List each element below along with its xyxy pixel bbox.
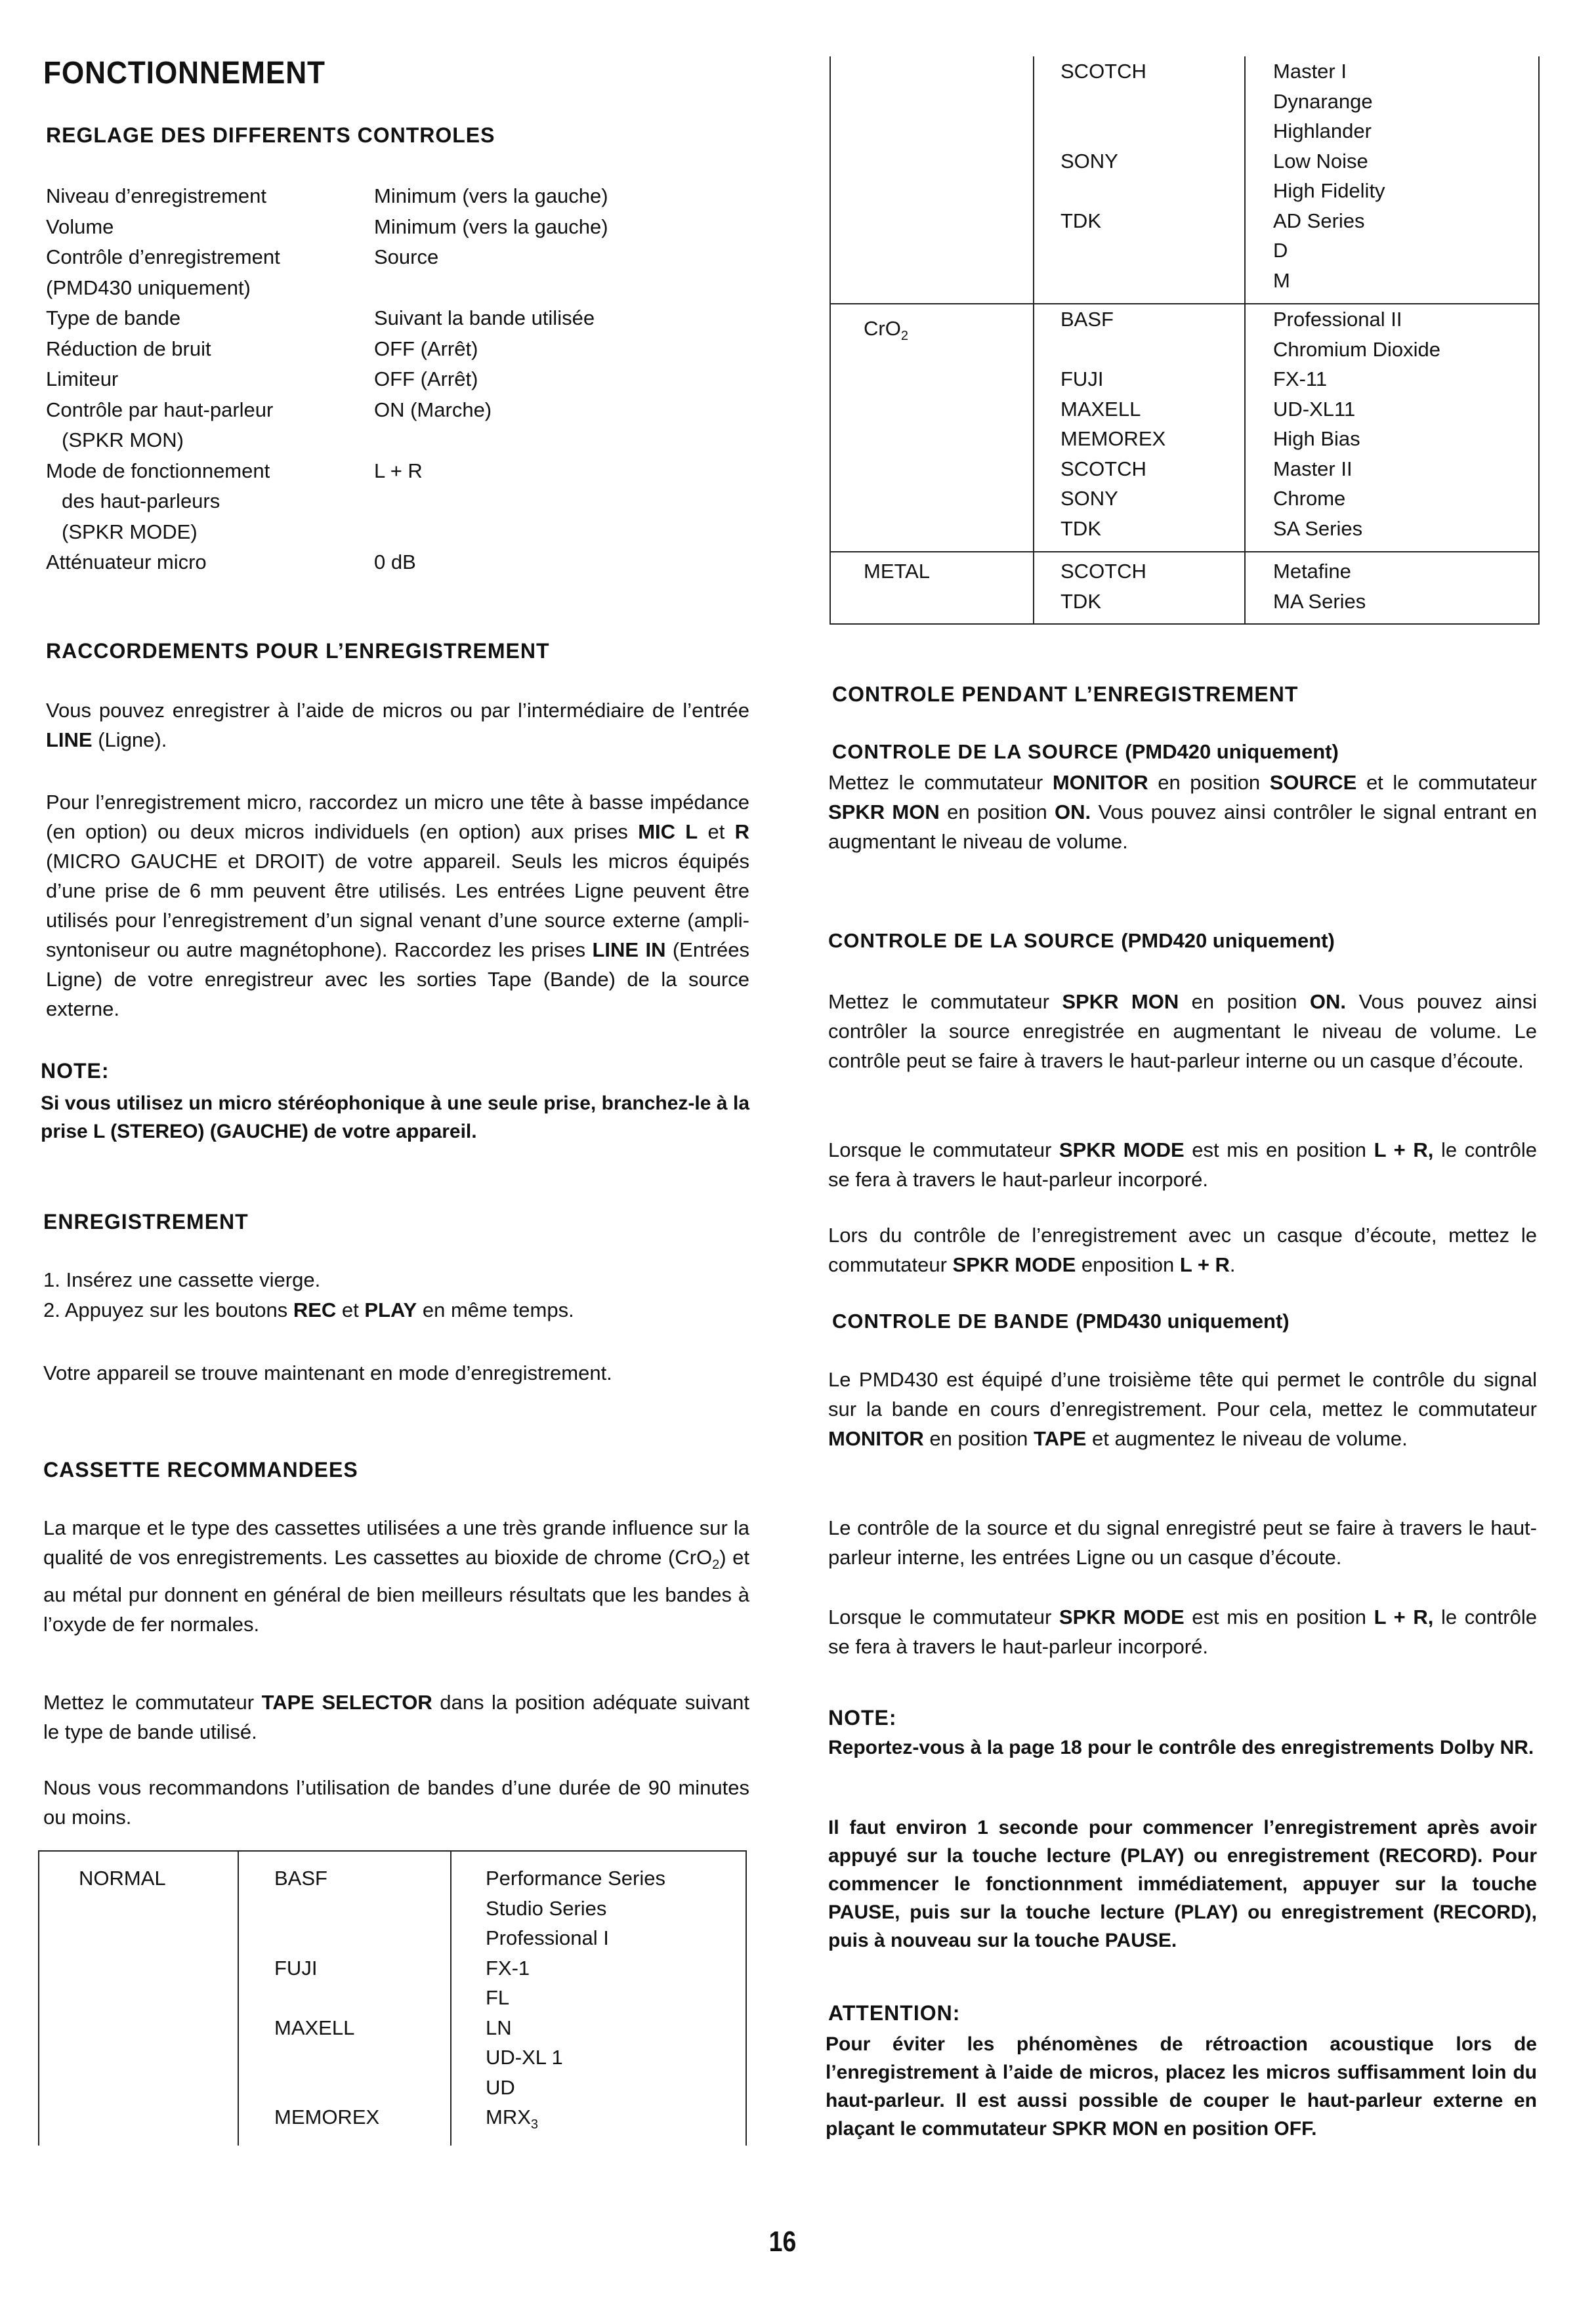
table-cell <box>274 1894 379 1924</box>
text: MIC L <box>638 820 698 843</box>
text: (MICRO GAUCHE et DROIT) de votre appareil. Seuls les micros équipés d’une prise de 6 mm peuvent être utilisés. Les entrées Ligne peuvent être utilisés pour l’enregistrement d’un signal venant d’une source externe (ampli-syntoniseur ou autre magnétophone). Raccordez les prises <box>46 850 749 961</box>
table-cell: SONY <box>1060 487 1118 510</box>
table-cell <box>274 2043 379 2073</box>
tape-table-normal <box>38 1850 747 2146</box>
text: le contrôle se fera à travers le haut-parleur incorporé. <box>828 1606 1537 1658</box>
table-cell: SCOTCH <box>1060 457 1146 480</box>
table-cell: MAXELL <box>274 2016 355 2039</box>
bande-p3 <box>828 1602 1537 1661</box>
type-normal: NORMAL <box>79 1867 166 1890</box>
text: L + R, <box>1374 1138 1434 1161</box>
text: Lorsque le commutateur <box>828 1606 1059 1629</box>
setting-value: Source <box>374 245 439 268</box>
table-cell: Performance Series <box>486 1867 665 1890</box>
table-cell: Professional II <box>1273 308 1402 331</box>
cassette-p1 <box>43 1513 749 1639</box>
subscript: 3 <box>530 2117 539 2132</box>
table-cell: FUJI <box>1060 367 1104 390</box>
table-cell: Master II <box>1273 457 1353 480</box>
setting-label: (SPKR MODE) <box>62 520 198 543</box>
table-cell: AD Series <box>1273 209 1365 232</box>
text: ON. <box>1309 990 1347 1013</box>
subscript: 2 <box>900 329 908 344</box>
text: REC <box>293 1298 337 1321</box>
setting-label: Type de bande <box>46 306 181 329</box>
text: (Entrées Ligne) de votre enregistreur avec les sorties Tape (Bande) de la source externe. <box>46 938 749 1020</box>
setting-row <box>46 517 608 548</box>
setting-row <box>46 395 608 426</box>
table-cell: FX-11 <box>1273 367 1328 390</box>
text: (PMD430 uniquement) <box>1076 1310 1290 1333</box>
setting-value: Suivant la bande utilisée <box>374 306 595 329</box>
text: et augmentez le niveau de volume. <box>1086 1427 1408 1450</box>
setting-label: Contrôle par haut-parleur <box>46 398 274 421</box>
table-cell: $MRX_3$ <box>486 2106 539 2132</box>
text: en position <box>939 800 1055 823</box>
text: . <box>1229 1253 1236 1276</box>
table-cell <box>1060 176 1146 206</box>
note-text: Si vous utilisez un micro stéréophonique à une seule prise, branchez-le à la prise L (STEREO) (GAUCHE) de votre appareil. <box>41 1092 749 1142</box>
brand-column <box>1060 304 1166 543</box>
table-cell: FUJI <box>274 1956 318 1980</box>
setting-row <box>46 547 608 578</box>
model-column <box>1273 304 1440 543</box>
text: Lorsque le commutateur <box>828 1138 1059 1161</box>
table-cell <box>1060 266 1146 296</box>
setting-row <box>46 486 608 517</box>
cassette-p2 <box>43 1688 749 1747</box>
page-title: FONCTIONNEMENT <box>43 56 326 91</box>
text: est mis en position <box>1184 1138 1374 1161</box>
text: R <box>734 820 749 843</box>
step-1: 1. Insérez une cassette vierge. <box>43 1268 321 1291</box>
controle-heading: CONTROLE PENDANT L’ENREGISTREMENT <box>832 682 1299 706</box>
table-cell: Highlander <box>1273 119 1372 142</box>
text: (Ligne). <box>92 728 167 751</box>
type-metal: METAL <box>864 560 931 583</box>
text: Le PMD430 est équipé d’une troisième tête qui permet le contrôle du signal sur la bande en cours d’enregistrement. Pour cela, mettez le commutateur <box>828 1368 1537 1421</box>
text: Lors du contrôle de l’enregistrement avec un casque d’écoute, mettez le commutateur <box>828 1224 1537 1276</box>
setting-row <box>46 425 608 456</box>
setting-value: OFF (Arrêt) <box>374 367 478 390</box>
table-cell <box>1060 116 1146 146</box>
table-cell: UD-XL11 <box>1273 397 1356 421</box>
text: SPKR MODE <box>1059 1606 1185 1629</box>
setting-row <box>46 334 608 365</box>
cassette-heading: CASSETTE RECOMMANDEES <box>43 1458 358 1482</box>
text: L + R, <box>1374 1606 1434 1629</box>
text: ) et au métal pur donnent en général de bien meilleurs résultats que les bandes à l’oxyde de fer normales. <box>43 1546 749 1636</box>
setting-row <box>46 212 608 243</box>
text: et le commutateur <box>1356 771 1537 794</box>
setting-value: Minimum (vers la gauche) <box>374 215 608 238</box>
attention-text: Pour éviter les phénomènes de rétroaction acoustique lors de l’enregistrement à l’aide de micros, placez les micros suffisamment loin du haut-parleur. Il est aussi possible de couper le haut-parleur externe en plaçant le commutateur SPKR MON en position OFF. <box>826 2033 1537 2140</box>
setting-row <box>46 456 608 487</box>
table-cell: High Bias <box>1273 427 1360 450</box>
table-cell: SA Series <box>1273 516 1363 540</box>
source-heading-1 <box>832 740 1339 764</box>
source-heading-2 <box>828 929 1335 953</box>
note-label: NOTE: <box>41 1059 110 1083</box>
text: SPKR MODE <box>1059 1138 1185 1161</box>
table-cell <box>1060 236 1146 266</box>
subscript: 2 <box>712 1558 720 1573</box>
model-column <box>1273 56 1385 295</box>
model-column <box>486 1863 665 2140</box>
table-cell: MA Series <box>1273 589 1366 613</box>
table-cell: Metafine <box>1273 560 1351 583</box>
setting-label: Atténuateur micro <box>46 550 207 573</box>
table-cell: SCOTCH <box>1060 60 1146 83</box>
text: et <box>698 820 735 843</box>
setting-label: Limiteur <box>46 367 119 390</box>
setting-label: (PMD430 uniquement) <box>46 276 251 299</box>
text: ON. <box>1055 800 1091 823</box>
text: L + R <box>1179 1253 1230 1276</box>
text: Pour l’enregistrement micro, raccordez un micro une tête à basse impédance (en option) ou deux micros individuels (en option) aux prises <box>46 791 749 843</box>
setting-label: Contrôle d’enregistrement <box>46 245 280 268</box>
text: en position <box>1148 771 1270 794</box>
text: Mettez le commutateur <box>43 1691 262 1714</box>
bande-p1 <box>828 1365 1537 1453</box>
page-number: 16 <box>768 2226 797 2258</box>
text: Vous pouvez ainsi contrôler la source enregistrée en augmentant le niveau de volume. Le contrôle peut se faire à travers le haut-parleur interne ou un casque d’écoute. <box>828 990 1537 1072</box>
text: TAPE <box>1033 1427 1087 1450</box>
table-cell: Professional I <box>486 1926 609 1949</box>
setting-label: des haut-parleurs <box>62 489 220 512</box>
table-cell: SONY <box>1060 149 1118 173</box>
text: en position <box>923 1427 1034 1450</box>
setting-label: Niveau d’enregistrement <box>46 184 267 207</box>
text: enposition <box>1076 1253 1180 1276</box>
text: en position <box>1179 990 1310 1013</box>
source-p2 <box>828 987 1537 1075</box>
source-p4 <box>828 1220 1537 1279</box>
text: LINE <box>46 728 93 751</box>
text: Vous pouvez ainsi contrôler le signal entrant en augmentant le niveau de volume. <box>828 800 1538 853</box>
cassette-p3: Nous vous recommandons l’utilisation de bandes d’une durée de 90 minutes ou moins. <box>43 1776 749 1829</box>
table-cell <box>274 2073 379 2103</box>
table-cell: BASF <box>1060 308 1114 331</box>
table-cell: SCOTCH <box>1060 560 1146 583</box>
setting-value: OFF (Arrêt) <box>374 337 478 360</box>
text: CONTROLE DE LA SOURCE <box>832 740 1125 763</box>
text: en même temps. <box>417 1298 574 1321</box>
setting-row <box>46 364 608 395</box>
enregistrement-text: Votre appareil se trouve maintenant en mode d’enregistrement. <box>43 1361 612 1384</box>
text: le contrôle se fera à travers le haut-parleur incorporé. <box>828 1138 1537 1191</box>
text: et <box>336 1298 365 1321</box>
brand-column <box>1060 556 1146 616</box>
text: SPKR MODE <box>952 1253 1076 1276</box>
type-cro2 <box>864 314 908 352</box>
table-cell: MAXELL <box>1060 397 1141 421</box>
text: SPKR MON <box>1062 990 1179 1013</box>
bande-p2: Le contrôle de la source et du signal enregistré peut se faire à travers le haut-parleur interne, les entrées Ligne ou un casque d’écoute. <box>828 1516 1537 1569</box>
text: MONITOR <box>1052 771 1148 794</box>
setting-label: (SPKR MON) <box>62 428 184 451</box>
raccordements-p2 <box>46 787 749 1024</box>
text: TAPE SELECTOR <box>261 1691 432 1714</box>
brand-column <box>274 1863 379 2132</box>
setting-row <box>46 303 608 334</box>
setting-label: Volume <box>46 215 114 238</box>
brand-column <box>1060 56 1146 295</box>
table-cell: M <box>1273 268 1290 292</box>
table-cell <box>274 1923 379 1953</box>
setting-value: L + R <box>374 459 423 482</box>
table-cell: Master I <box>1273 60 1347 83</box>
table-cell: UD-XL 1 <box>486 2046 563 2069</box>
table-cell: UD <box>486 2075 515 2099</box>
note-1: Reportez-vous à la page 18 pour le contrôle des enregistrements Dolby NR. <box>828 1737 1534 1758</box>
tape-table-continued <box>830 56 1540 625</box>
text: PLAY <box>364 1298 417 1321</box>
text: CrO <box>864 317 901 340</box>
table-cell: FX-1 <box>486 1956 530 1980</box>
table-cell: TDK <box>1060 209 1101 232</box>
table-cell <box>1060 335 1166 365</box>
settings-list <box>46 181 608 578</box>
table-cell: MEMOREX <box>274 2106 380 2128</box>
setting-row <box>46 242 608 273</box>
table-cell: TDK <box>1060 589 1101 613</box>
enregistrement-heading: ENREGISTREMENT <box>43 1210 249 1234</box>
raccordements-heading: RACCORDEMENTS POUR L’ENREGISTREMENT <box>46 639 550 663</box>
setting-value: Minimum (vers la gauche) <box>374 184 608 207</box>
text: 2. Appuyez sur les boutons <box>43 1298 293 1321</box>
reglage-heading: REGLAGE DES DIFFERENTS CONTROLES <box>46 123 495 147</box>
text: MONITOR <box>828 1427 924 1450</box>
setting-label: Réduction de bruit <box>46 337 211 360</box>
table-cell: Chromium Dioxide <box>1273 337 1440 361</box>
table-cell: TDK <box>1060 516 1101 540</box>
table-cell: Studio Series <box>486 1896 607 1920</box>
table-cell: Chrome <box>1273 487 1346 510</box>
text: (PMD420 uniquement) <box>1121 929 1335 952</box>
text: CONTROLE DE BANDE <box>832 1310 1076 1333</box>
text: Mettez le commutateur <box>828 990 1062 1013</box>
setting-value: 0 dB <box>374 550 416 573</box>
table-cell <box>1060 87 1146 117</box>
source-p1 <box>828 768 1537 856</box>
text: dans la position adéquate suivant le type de bande utilisé. <box>43 1691 749 1743</box>
text: SOURCE <box>1269 771 1357 794</box>
text: Vous pouvez enregistrer à l’aide de micros ou par l’intermédiaire de l’entrée <box>46 699 749 722</box>
source-p3 <box>828 1135 1537 1194</box>
table-cell: High Fidelity <box>1273 179 1385 202</box>
note-2: Il faut environ 1 seconde pour commencer l’enregistrement après avoir appuyé sur la touche lecture (PLAY) ou enregistrement (RECORD). Pour commencer le fonctionnment immédiatement, appuyer sur la touche PAUSE, puis sur la touche lecture (PLAY) ou enregistrement (RECORD), puis à nouveau sur la touche PAUSE. <box>828 1817 1537 1951</box>
table-cell: LN <box>486 2016 512 2039</box>
table-cell: MEMOREX <box>1060 427 1166 450</box>
text: Mettez le commutateur <box>828 771 1053 794</box>
step-2 <box>43 1295 752 1325</box>
text: (PMD420 uniquement) <box>1125 740 1339 763</box>
note-label-right: NOTE: <box>828 1706 897 1730</box>
model-column <box>1273 556 1366 616</box>
raccordements-p1 <box>46 695 749 755</box>
setting-row <box>46 273 608 304</box>
text: SPKR MON <box>828 800 940 823</box>
table-cell: Low Noise <box>1273 149 1368 173</box>
setting-label: Mode de fonctionnement <box>46 459 270 482</box>
text: LINE IN <box>592 938 666 961</box>
text: CONTROLE DE LA SOURCE <box>828 929 1122 952</box>
table-cell <box>274 1983 379 2013</box>
setting-value: ON (Marche) <box>374 398 492 421</box>
table-cell: BASF <box>274 1867 327 1890</box>
attention-label: ATTENTION: <box>828 2001 961 2025</box>
table-cell: D <box>1273 239 1288 262</box>
table-cell: FL <box>486 1986 510 2009</box>
bande-heading <box>832 1310 1290 1333</box>
table-cell: Dynarange <box>1273 89 1373 113</box>
text: est mis en position <box>1184 1606 1374 1629</box>
text: La marque et le type des cassettes utilisées a une très grande influence sur la qualité de vos enregistrements. Les cassettes au bioxide de chrome (CrO <box>43 1516 749 1569</box>
setting-row <box>46 181 608 212</box>
